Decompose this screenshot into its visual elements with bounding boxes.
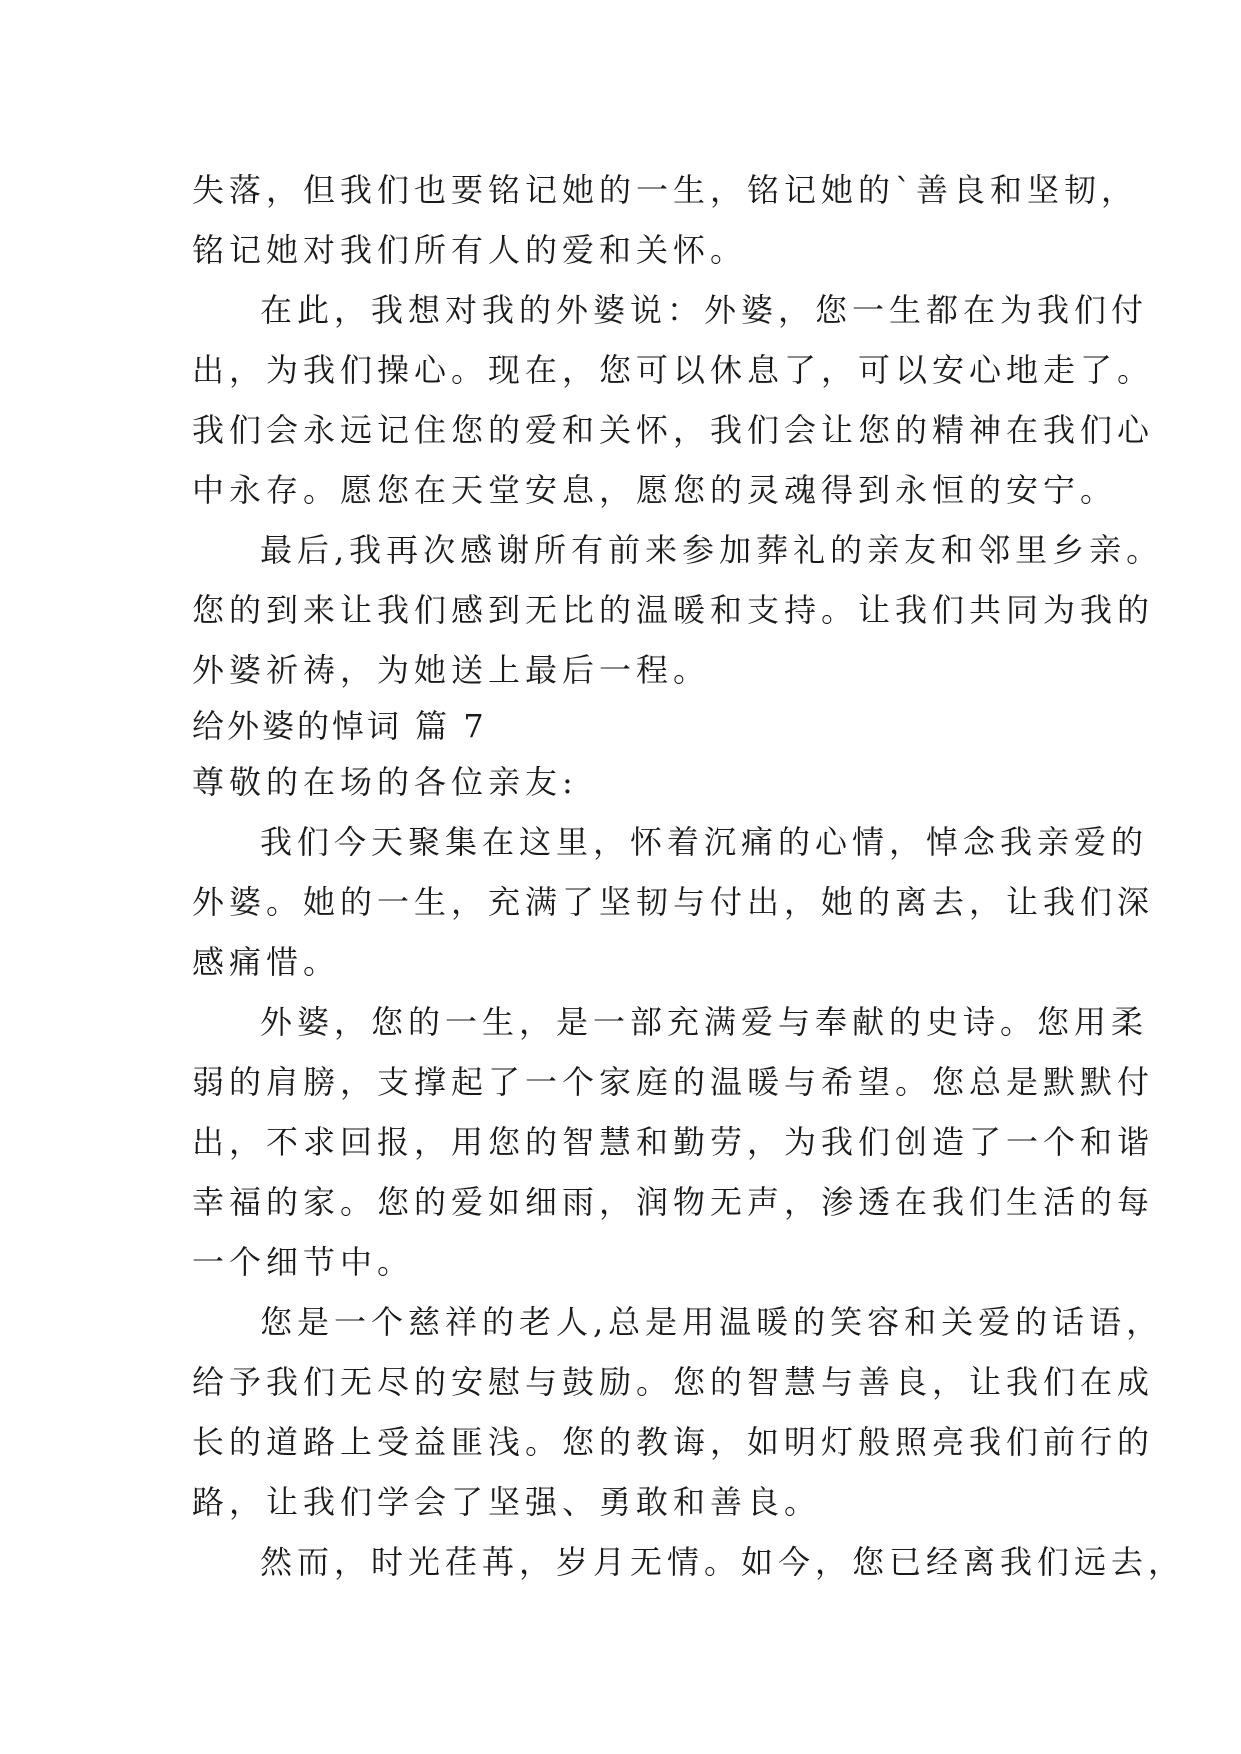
- text-line: 感痛惜。: [192, 943, 341, 981]
- text-line: 您的到来让我们感到无比的温暖和支持。让我们共同为我的: [192, 591, 1155, 629]
- paragraph-first-line: 我们今天聚集在这里，怀着沉痛的心情，悼念我亲爱的: [260, 823, 1149, 861]
- paragraph-first-line: 然而，时光荏苒，岁月无情。如今，您已经离我们远去，: [260, 1543, 1186, 1581]
- text-line: 失落，但我们也要铭记她的一生，铭记她的`善良和坚韧，: [192, 171, 1139, 209]
- section-heading: 给外婆的悼词 篇 7: [192, 707, 487, 745]
- text-line: 路，让我们学会了坚强、勇敢和善良。: [192, 1483, 822, 1521]
- paragraph-first-line: 在此，我想对我的外婆说：外婆，您一生都在为我们付: [260, 291, 1149, 329]
- text-line: 幸福的家。您的爱如细雨，润物无声，渗透在我们生活的每: [192, 1183, 1155, 1221]
- text-line: 长的道路上受益匪浅。您的教诲，如明灯般照亮我们前行的: [192, 1423, 1155, 1461]
- text-line: 弱的肩膀，支撑起了一个家庭的温暖与希望。您总是默默付: [192, 1063, 1155, 1101]
- paragraph-first-line: 外婆，您的一生，是一部充满爱与奉献的史诗。您用柔: [260, 1003, 1149, 1041]
- text-line: 外婆祈祷，为她送上最后一程。: [192, 651, 711, 689]
- paragraph-first-line: 最后,我再次感谢所有前来参加葬礼的亲友和邻里乡亲。: [260, 531, 1164, 569]
- text-line: 铭记她对我们所有人的爱和关怀。: [192, 231, 748, 269]
- text-line: 外婆。她的一生，充满了坚韧与付出，她的离去，让我们深: [192, 883, 1155, 921]
- text-line: 一个细节中。: [192, 1243, 415, 1281]
- text-line: 出，不求回报，用您的智慧和勤劳，为我们创造了一个和谐: [192, 1123, 1155, 1161]
- text-line: 出，为我们操心。现在，您可以休息了，可以安心地走了。: [192, 351, 1155, 389]
- text-line: 中永存。愿您在天堂安息，愿您的灵魂得到永恒的安宁。: [192, 471, 1118, 509]
- paragraph-first-line: 您是一个慈祥的老人,总是用温暖的笑容和关爱的话语，: [260, 1303, 1164, 1341]
- text-line: 给予我们无尽的安慰与鼓励。您的智慧与善良，让我们在成: [192, 1363, 1155, 1401]
- salutation: 尊敬的在场的各位亲友:: [192, 763, 578, 801]
- text-line: 我们会永远记住您的爱和关怀，我们会让您的精神在我们心: [192, 411, 1155, 449]
